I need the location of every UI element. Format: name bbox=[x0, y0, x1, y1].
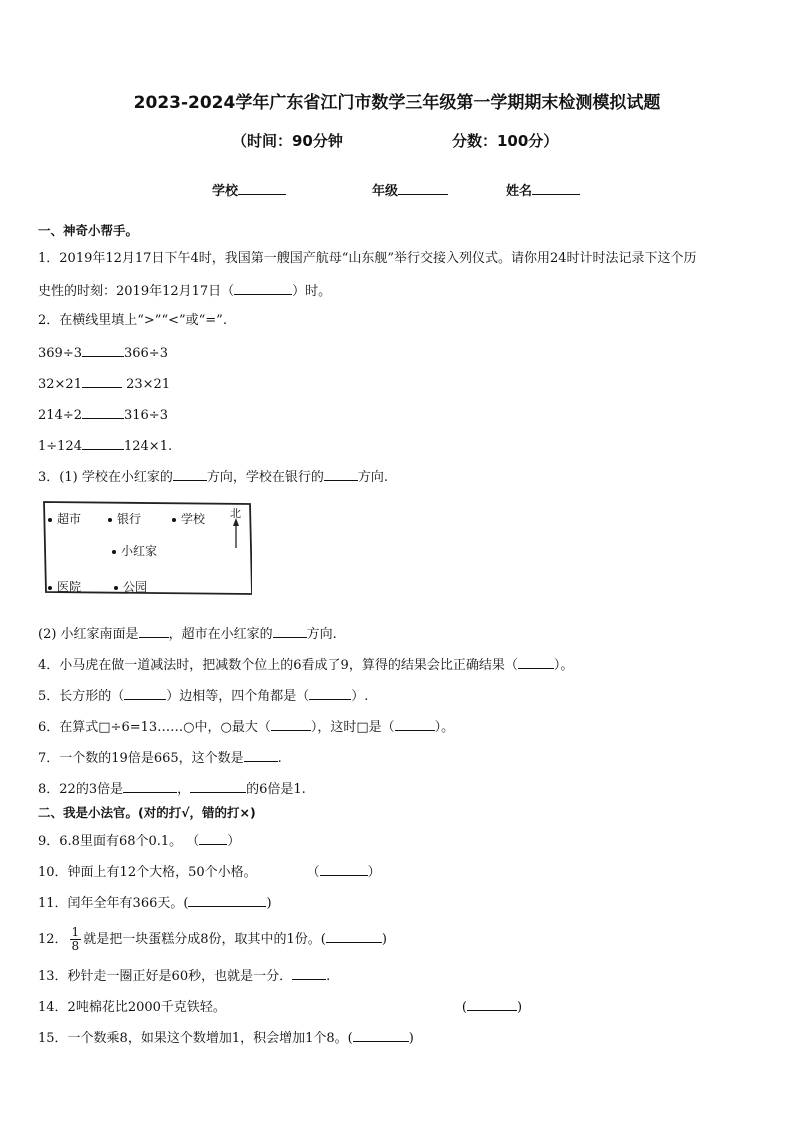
q1-line2: 史性的时刻：2019年12月17日（ ）时。 bbox=[38, 284, 332, 299]
page-title: 2023-2024学年广东省江门市数学三年级第一学期期末检测模拟试题 bbox=[133, 93, 661, 113]
q9: 9．6.8里面有68个0.1。 （ ） bbox=[38, 834, 241, 849]
q2-blank[interactable] bbox=[82, 375, 122, 388]
q6-blank[interactable] bbox=[271, 718, 311, 731]
map-supermarket: 超市 bbox=[48, 510, 81, 527]
q2-item: 214÷2 316÷3 bbox=[38, 408, 168, 423]
q12: 12． $\frac{1}{8}$ 就是把一块蛋糕分成8份，取其中的1份。( ) bbox=[38, 925, 387, 953]
q8: 8．22的3倍是 ， 的6倍是1. bbox=[38, 782, 306, 797]
q3-blank[interactable] bbox=[273, 625, 307, 638]
q12-blank[interactable] bbox=[326, 930, 382, 943]
grade-blank[interactable] bbox=[398, 181, 448, 195]
q8-blank[interactable] bbox=[190, 780, 246, 793]
q6: 6．在算式□÷6=13……○中，○最大（ ），这时□是（ ）。 bbox=[38, 720, 455, 735]
q2-blank[interactable] bbox=[82, 437, 124, 450]
q15-blank[interactable] bbox=[353, 1029, 409, 1042]
map-park: 公园 bbox=[114, 578, 147, 595]
q2-blank[interactable] bbox=[82, 406, 124, 419]
location-dot-icon bbox=[172, 518, 176, 522]
q5: 5．长方形的（ ）边相等，四个角都是（ ）. bbox=[38, 689, 369, 704]
exam-score: 分数：100分） bbox=[452, 132, 559, 150]
q1-line1: 1．2019年12月17日下午4时，我国第一艘国产航母“山东舰”举行交接入列仪式。请你用24时计时法记录下这个历 bbox=[38, 251, 697, 266]
map-north: 北 bbox=[230, 507, 241, 520]
exam-time: （时间：90分钟 bbox=[232, 132, 343, 150]
location-dot-icon bbox=[48, 518, 52, 522]
location-dot-icon bbox=[108, 518, 112, 522]
q3-blank[interactable] bbox=[324, 468, 358, 481]
school-field bbox=[212, 180, 286, 199]
q9-blank[interactable] bbox=[199, 832, 227, 845]
location-dot-icon bbox=[112, 550, 116, 554]
q6-blank[interactable] bbox=[395, 718, 435, 731]
q14-blank[interactable] bbox=[467, 998, 517, 1011]
name-blank[interactable] bbox=[532, 181, 580, 195]
school-label: 学校 bbox=[212, 184, 239, 199]
q11-blank[interactable] bbox=[188, 894, 266, 907]
q10-blank[interactable] bbox=[320, 863, 368, 876]
q10: 10．钟面上有12个大格，50个小格。 （ ） bbox=[38, 865, 381, 880]
location-map bbox=[42, 500, 252, 596]
map-school: 学校 bbox=[172, 510, 205, 527]
q4-blank[interactable] bbox=[518, 656, 554, 669]
q1-answer-blank[interactable] bbox=[234, 282, 292, 295]
map-hospital: 医院 bbox=[48, 578, 81, 595]
q5-blank[interactable] bbox=[124, 687, 166, 700]
q3-part1: 3．(1) 学校在小红家的 方向，学校在银行的 方向. bbox=[38, 470, 388, 485]
section-1-heading: 一、神奇小帮手。 bbox=[38, 223, 139, 238]
q5-blank[interactable] bbox=[309, 687, 351, 700]
section-2-heading: 二、我是小法官。(对的打√，错的打×) bbox=[38, 805, 256, 820]
q2-item: 1÷124 124×1. bbox=[38, 439, 173, 454]
q3-blank[interactable] bbox=[139, 625, 169, 638]
location-dot-icon bbox=[114, 586, 118, 590]
q14: 14．2吨棉花比2000千克铁轻。 ( ) bbox=[38, 1000, 523, 1015]
q3-blank[interactable] bbox=[173, 468, 207, 481]
q3-part2: (2) 小红家南面是 ，超市在小红家的 方向. bbox=[38, 627, 337, 642]
grade-field bbox=[372, 180, 448, 199]
q13-blank[interactable] bbox=[292, 967, 326, 980]
q15: 15．一个数乘8，如果这个数增加1，积会增加1个8。( ) bbox=[38, 1031, 414, 1046]
fraction: $\frac{1}{8}$ bbox=[71, 925, 80, 953]
map-bank: 银行 bbox=[108, 510, 141, 527]
name-field bbox=[506, 180, 580, 199]
q2-item: 32×21 23×21 bbox=[38, 377, 171, 392]
q7: 7．一个数的19倍是665，这个数是 . bbox=[38, 751, 282, 766]
location-dot-icon bbox=[48, 586, 52, 590]
q11: 11．闰年全年有366天。( ) bbox=[38, 896, 272, 911]
q2-item: 369÷3 366÷3 bbox=[38, 346, 168, 361]
q4: 4．小马虎在做一道减法时，把减数个位上的6看成了9，算得的结果会比正确结果（ ）。 bbox=[38, 658, 574, 673]
q2-text: 2．在横线里填上“>”“<”或“=”. bbox=[38, 313, 227, 328]
map-home: 小红家 bbox=[112, 542, 157, 559]
grade-label: 年级 bbox=[372, 184, 399, 199]
name-label: 姓名 bbox=[506, 184, 533, 199]
school-blank[interactable] bbox=[238, 181, 286, 195]
q2-blank[interactable] bbox=[82, 344, 124, 357]
q7-blank[interactable] bbox=[244, 749, 278, 762]
q13: 13．秒针走一圈正好是60秒，也就是一分． . bbox=[38, 969, 331, 984]
q8-blank[interactable] bbox=[123, 780, 177, 793]
